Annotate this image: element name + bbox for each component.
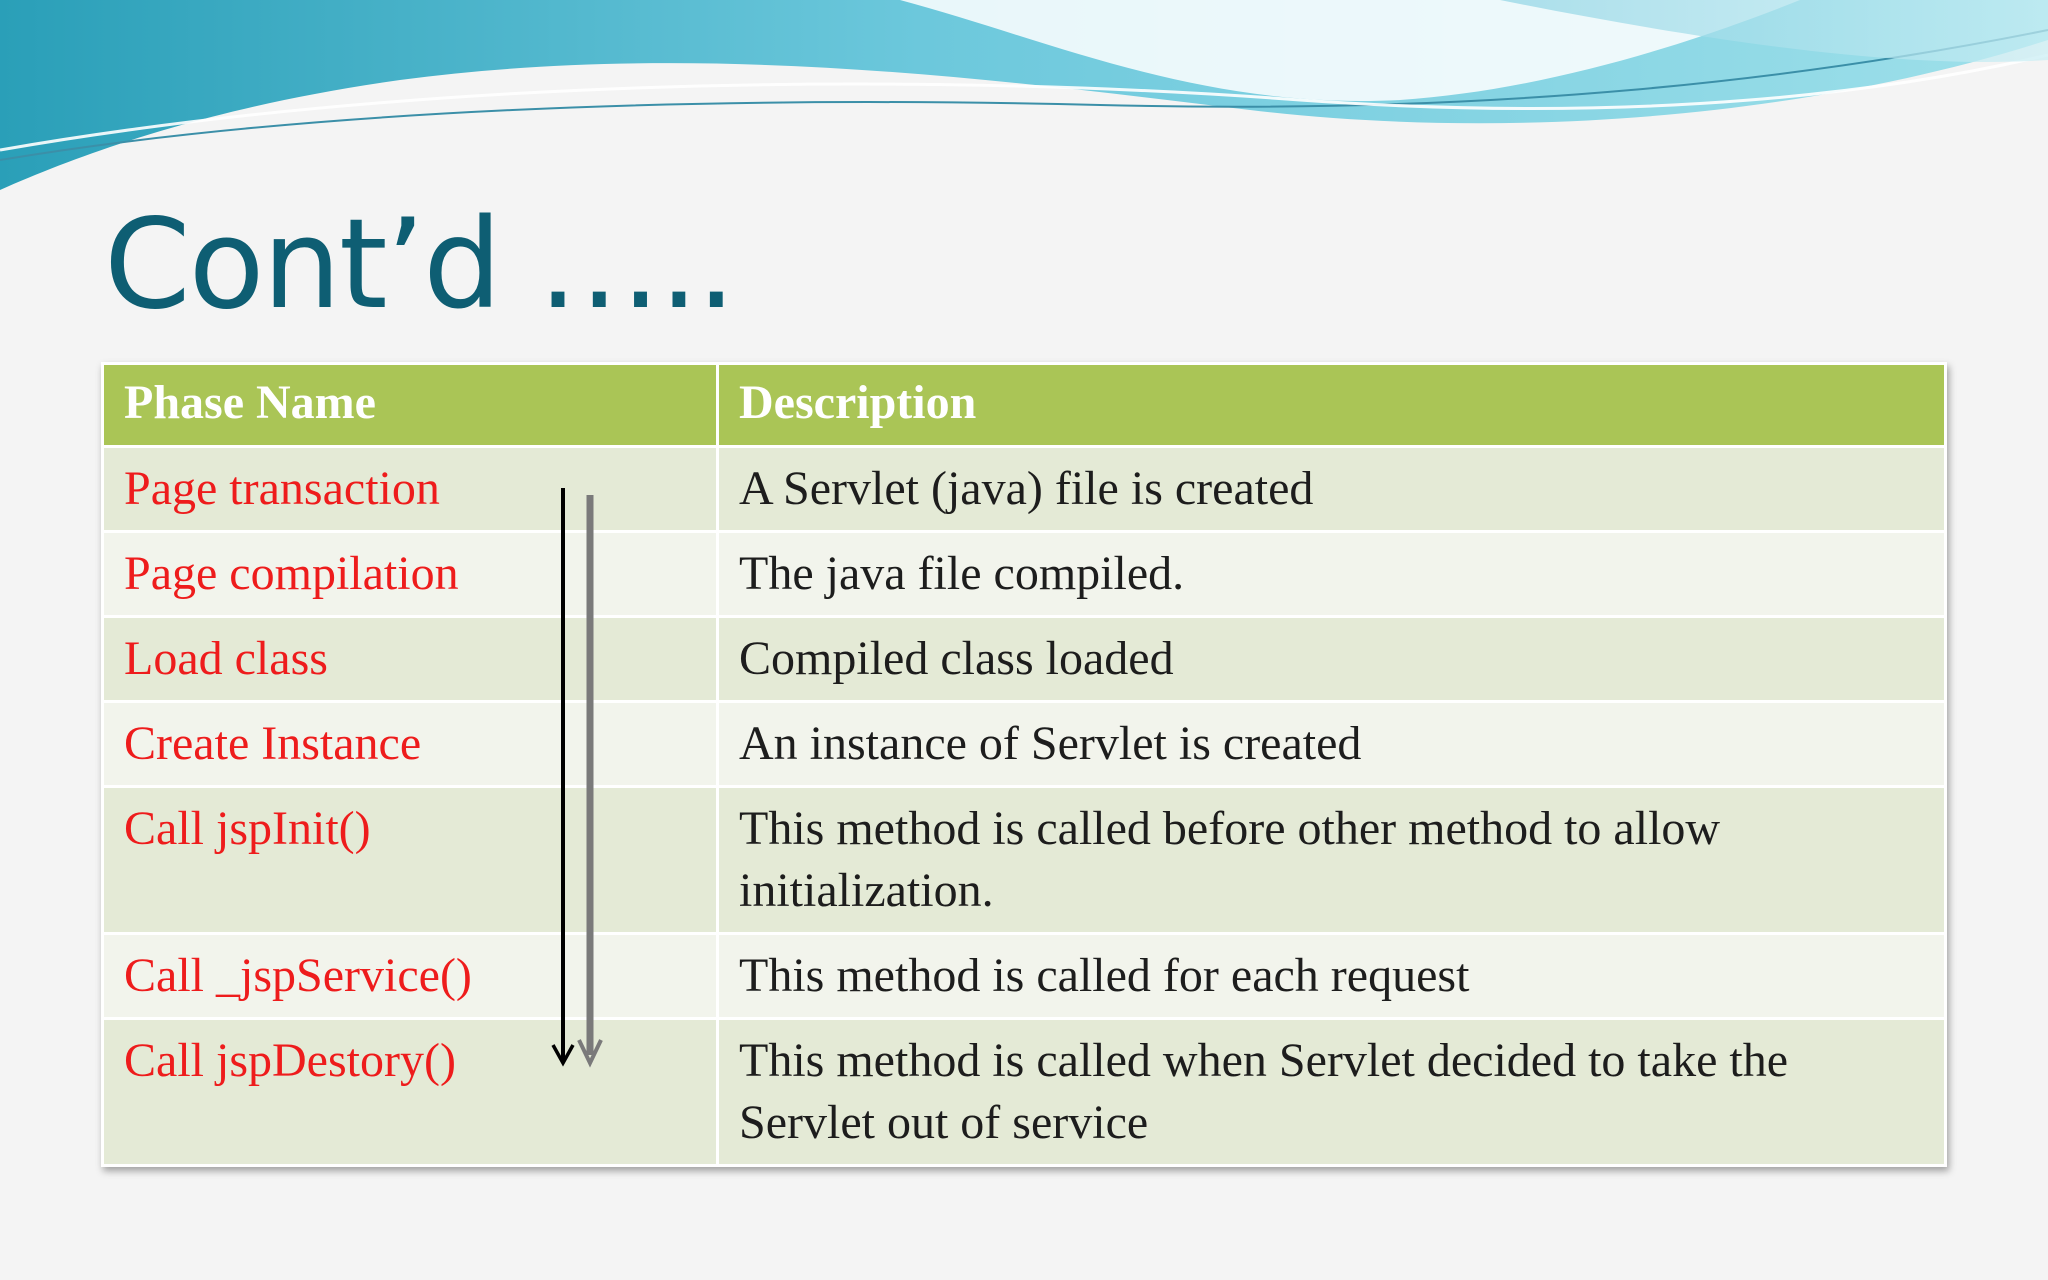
phase-name-cell: Create Instance — [103, 702, 718, 787]
jsp-lifecycle-table-container — [101, 362, 1947, 1167]
description-cell: This method is called for each request — [718, 934, 1946, 1019]
description-cell: An instance of Servlet is created — [718, 702, 1946, 787]
table-header-row — [103, 364, 1946, 447]
description-cell: This method is called when Servlet decided to take the Servlet out of service — [718, 1019, 1946, 1166]
table-row — [103, 934, 1946, 1019]
phase-name-cell: Call jspInit() — [103, 787, 718, 934]
table-row — [103, 1019, 1946, 1166]
description-cell: The java file compiled. — [718, 532, 1946, 617]
phase-name-cell: Load class — [103, 617, 718, 702]
table-row — [103, 702, 1946, 787]
table-row — [103, 532, 1946, 617]
slide-title: Cont’d ….. — [104, 193, 735, 337]
table-row — [103, 617, 1946, 702]
phase-name-cell: Call jspDestory() — [103, 1019, 718, 1166]
phase-name-cell: Page compilation — [103, 532, 718, 617]
header-phase-name: Phase Name — [103, 364, 718, 447]
table-row — [103, 787, 1946, 934]
description-cell: This method is called before other method to allow initialization. — [718, 787, 1946, 934]
description-cell: A Servlet (java) file is created — [718, 447, 1946, 532]
phase-name-cell: Page transaction — [103, 447, 718, 532]
table-row — [103, 447, 1946, 532]
jsp-lifecycle-table — [101, 362, 1947, 1167]
phase-name-cell: Call _jspService() — [103, 934, 718, 1019]
header-wave-decoration — [0, 0, 2048, 200]
description-cell: Compiled class loaded — [718, 617, 1946, 702]
header-description: Description — [718, 364, 1946, 447]
